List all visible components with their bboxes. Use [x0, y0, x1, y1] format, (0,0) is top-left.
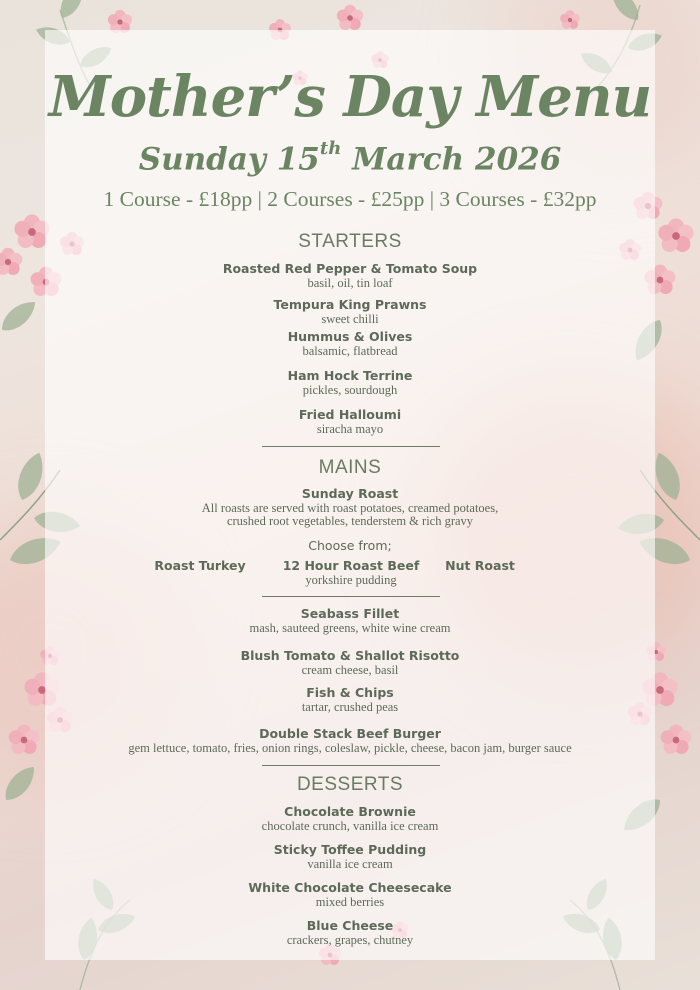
item-name: White Chocolate Cheesecake: [248, 880, 452, 895]
menu-item-sunday-roast: [45, 486, 655, 528]
choose-from-label: [45, 538, 655, 554]
menu-item: [45, 804, 655, 833]
date-ordinal: th: [319, 138, 342, 159]
item-description: sweet chilli: [321, 312, 379, 326]
item-name: Hummus & Olives: [287, 329, 413, 344]
menu-item: [45, 261, 655, 290]
item-name: Seabass Fillet: [300, 606, 400, 621]
option-name: 12 Hour Roast Beef: [282, 558, 420, 573]
item-name: Sticky Toffee Pudding: [273, 842, 427, 857]
course-prices: 1 Course - £18pp | 2 Courses - £25pp | 3 Courses - £32pp: [103, 187, 597, 211]
item-name: Sunday Roast: [301, 486, 399, 501]
item-description: siracha mayo: [316, 422, 384, 436]
date-day: Sunday 15: [138, 141, 320, 178]
date-month-year: March 2026: [341, 141, 562, 178]
section-divider: [262, 765, 440, 766]
option-description: yorkshire pudding: [305, 573, 397, 587]
item-description: basil, oil, tin loaf: [307, 276, 393, 290]
menu-item: [45, 880, 655, 909]
item-description: mash, sauteed greens, white wine cream: [249, 621, 451, 635]
item-description: cream cheese, basil: [301, 663, 399, 677]
item-name: Fish & Chips: [306, 685, 394, 700]
section-divider: [262, 446, 440, 447]
choose-from-text: Choose from;: [308, 538, 392, 553]
page-title: Mother’s Day Menu: [48, 64, 652, 130]
option-name: Roast Turkey: [154, 558, 246, 573]
item-name: Roasted Red Pepper & Tomato Soup: [222, 261, 478, 276]
item-description: vanilla ice cream: [307, 857, 393, 871]
roast-option: [262, 558, 440, 587]
menu-item: [45, 329, 655, 358]
item-description: tartar, crushed peas: [301, 700, 399, 714]
event-date: [45, 132, 655, 180]
menu-item: [45, 407, 655, 436]
section-heading-mains: MAINS: [318, 457, 382, 478]
item-name: Fried Halloumi: [298, 407, 402, 422]
menu-item: [45, 918, 655, 947]
option-name: Nut Roast: [445, 558, 515, 573]
menu-item: [45, 606, 655, 635]
item-name: Ham Hock Terrine: [287, 368, 413, 383]
menu-item: [45, 726, 655, 755]
item-description: balsamic, flatbread: [302, 344, 398, 358]
item-description: crushed root vegetables, tenderstem & rich gravy: [226, 514, 474, 528]
section-heading-desserts: DESSERTS: [296, 774, 404, 795]
item-name: Double Stack Beef Burger: [259, 726, 441, 741]
item-description: crackers, grapes, chutney: [286, 933, 414, 947]
item-description: gem lettuce, tomato, fries, onion rings, coleslaw, pickle, cheese, bacon jam, burger sauce: [128, 741, 572, 755]
section-divider: [262, 596, 440, 597]
roast-option: [140, 558, 260, 574]
menu-item: [45, 685, 655, 714]
menu-item: [45, 368, 655, 397]
item-description: mixed berries: [315, 895, 385, 909]
item-description: chocolate crunch, vanilla ice cream: [261, 819, 439, 833]
item-description: All roasts are served with roast potatoes, creamed potatoes,: [201, 501, 499, 515]
menu-item: [45, 842, 655, 871]
menu-item: [45, 297, 655, 326]
item-name: Blue Cheese: [306, 918, 394, 933]
section-heading-starters: STARTERS: [298, 231, 402, 252]
item-name: Tempura King Prawns: [273, 297, 427, 312]
roast-option: [430, 558, 530, 574]
menu-item: [45, 648, 655, 677]
item-description: pickles, sourdough: [302, 383, 398, 397]
item-name: Chocolate Brownie: [284, 804, 416, 819]
item-name: Blush Tomato & Shallot Risotto: [240, 648, 460, 663]
